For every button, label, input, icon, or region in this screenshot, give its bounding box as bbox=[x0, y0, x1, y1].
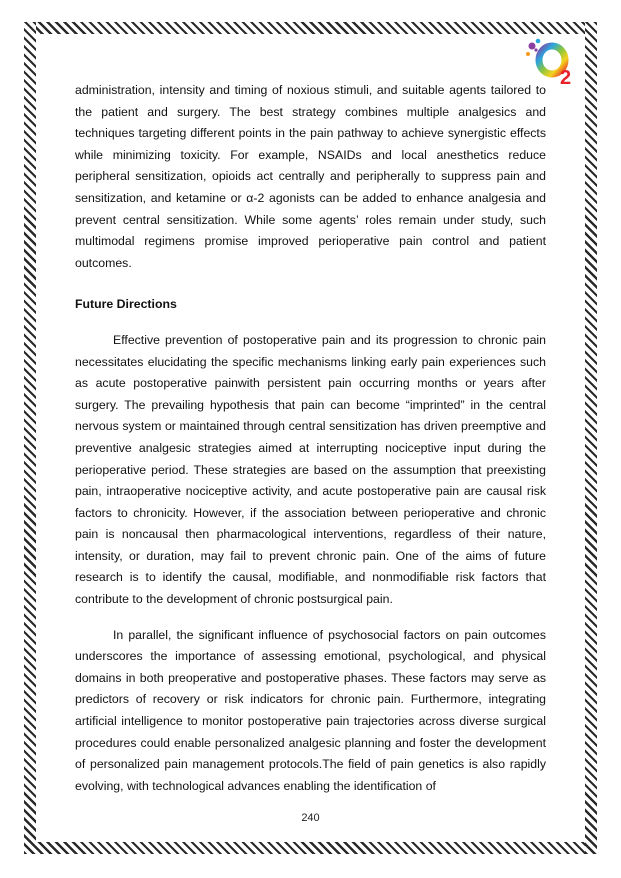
svg-text:2: 2 bbox=[560, 67, 572, 88]
decorative-border-right bbox=[585, 22, 597, 854]
decorative-border-top bbox=[24, 22, 597, 34]
decorative-border-bottom bbox=[24, 842, 597, 854]
section-heading: Future Directions bbox=[75, 297, 177, 312]
body-paragraph: Effective prevention of postoperative pain and its progression to chronic pain necessitates elucidating the specific mechanisms linking early pain experiences such as acute postoperative painwith persistent pain occurring months or years after surgery. The prevailing hypothesis that pain can become “imprinted” in the central nervous system or maintained through central sensitization has driven preemptive and preventive analgesic strategies aimed at interrupting nociceptive input during the perioperative period. These strategies are based on the assumption that preexisting pain, intraoperative nociceptive activity, and acute postoperative pain are causal risk factors to chronicity. However, if the association between perioperative and chronic pain is noncausal then pharmacological interventions, regardless of their nature, intensity, or duration, may fail to prevent chronic pain. One of the aims of future research is to identify the causal, modifiable, and nonmodifiable risk factors that contribute to the development of chronic postsurgical pain. bbox=[75, 332, 546, 607]
decorative-border-left bbox=[24, 22, 36, 854]
page-number: 240 bbox=[301, 812, 320, 824]
body-paragraph: In parallel, the significant influence of psychosocial factors on pain outcomes underscores the importance of assessing emotional, psychological, and physical domains in both preoperative and postoperative phases. These factors may serve as predictors of recovery or risk indicators for chronic pain. Furthermore, integrating artificial intelligence to monitor postoperative pain trajectories across diverse surgical procedures could enable personalized analgesic planning and foster the development of personalized pain management protocols.The field of pain genetics is also rapidly evolving, with technological advances enabling the identification of bbox=[75, 627, 546, 793]
document-body bbox=[75, 80, 546, 797]
continued-paragraph: administration, intensity and timing of noxious stimuli, and suitable agents tailored to the patient and surgery. The best strategy combines multiple analgesics and techniques targeting different points in the pain pathway to achieve synergistic effects while minimizing toxicity. For example, NSAIDs and local anesthetics reduce peripheral sensitization, opioids act centrally and peripherally to suppress pain and sensitization, and ketamine or α-2 agonists can be added to enhance analgesia and prevent central sensitization. While some agents’ roles remain under study, such multimodal regimens promise improved perioperative pain control and patient outcomes. bbox=[75, 83, 546, 270]
